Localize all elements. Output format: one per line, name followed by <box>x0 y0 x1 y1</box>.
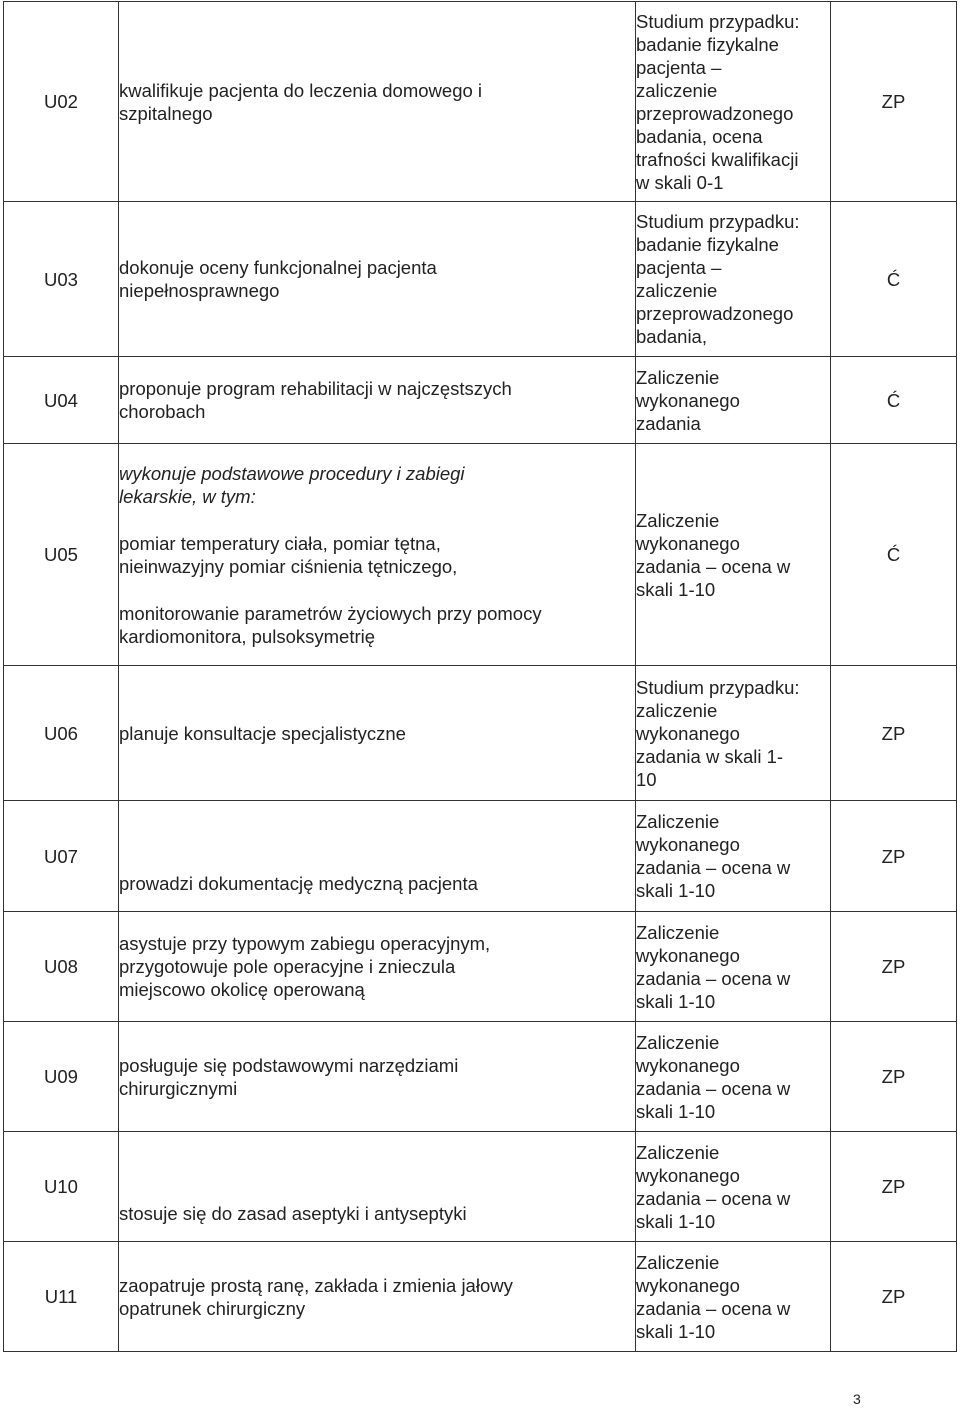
outcome-description: dokonuje oceny funkcjonalnej pacjenta niepełnosprawnego <box>119 202 636 357</box>
outcome-code: U10 <box>4 1132 119 1242</box>
verification-method: Studium przypadku: zaliczenie wykonanego zadania w skali 1- 10 <box>636 666 831 801</box>
description-intro: wykonuje podstawowe procedury i zabiegi lekarskie, w tym: <box>119 462 465 507</box>
outcome-description: prowadzi dokumentację medyczną pacjenta <box>119 801 636 912</box>
table-row <box>4 666 957 801</box>
outcome-code: U07 <box>4 801 119 912</box>
description-item: monitorowanie parametrów życiowych przy pomocy kardiomonitora, pulsoksymetrię <box>119 602 542 647</box>
outcome-code: U06 <box>4 666 119 801</box>
page-number: 3 <box>853 1391 861 1407</box>
learning-outcomes-table <box>3 1 957 1352</box>
verification-method: Studium przypadku: badanie fizykalne pacjenta – zaliczenie przeprowadzonego badania, ocena trafności kwalifikacji w skali 0-1 <box>636 2 831 202</box>
outcome-code: U02 <box>4 2 119 202</box>
table-row <box>4 912 957 1022</box>
outcome-description: stosuje się do zasad aseptyki i antyseptyki <box>119 1132 636 1242</box>
outcome-code: U08 <box>4 912 119 1022</box>
class-type: ZP <box>831 666 957 801</box>
table-row <box>4 2 957 202</box>
verification-method: Zaliczenie wykonanego zadania – ocena w skali 1-10 <box>636 801 831 912</box>
verification-method: Zaliczenie wykonanego zadania – ocena w skali 1-10 <box>636 912 831 1022</box>
outcome-description: posługuje się podstawowymi narzędziami chirurgicznymi <box>119 1022 636 1132</box>
table-row <box>4 357 957 444</box>
verification-method: Zaliczenie wykonanego zadania <box>636 357 831 444</box>
table-row <box>4 1132 957 1242</box>
class-type: Ć <box>831 357 957 444</box>
outcome-code: U04 <box>4 357 119 444</box>
outcome-description: planuje konsultacje specjalistyczne <box>119 666 636 801</box>
table-row <box>4 801 957 912</box>
description-item: pomiar temperatury ciała, pomiar tętna, nieinwazyjny pomiar ciśnienia tętniczego, <box>119 532 458 577</box>
class-type: Ć <box>831 444 957 666</box>
outcome-description: asystuje przy typowym zabiegu operacyjnym, przygotowuje pole operacyjne i znieczula miejscowo okolicę operowaną <box>119 912 636 1022</box>
table-row <box>4 1022 957 1132</box>
outcome-description: kwalifikuje pacjenta do leczenia domowego i szpitalnego <box>119 2 636 202</box>
outcome-code: U09 <box>4 1022 119 1132</box>
class-type: ZP <box>831 1132 957 1242</box>
class-type: ZP <box>831 1242 957 1352</box>
outcome-code: U11 <box>4 1242 119 1352</box>
class-type: ZP <box>831 2 957 202</box>
table-row <box>4 202 957 357</box>
table-row <box>4 1242 957 1352</box>
verification-method: Studium przypadku: badanie fizykalne pacjenta – zaliczenie przeprowadzonego badania, <box>636 202 831 357</box>
class-type: Ć <box>831 202 957 357</box>
verification-method: Zaliczenie wykonanego zadania – ocena w skali 1-10 <box>636 1022 831 1132</box>
table-row <box>4 444 957 666</box>
outcome-code: U03 <box>4 202 119 357</box>
class-type: ZP <box>831 801 957 912</box>
outcome-code: U05 <box>4 444 119 666</box>
class-type: ZP <box>831 1022 957 1132</box>
outcome-description: proponuje program rehabilitacji w najczęstszych chorobach <box>119 357 636 444</box>
verification-method: Zaliczenie wykonanego zadania – ocena w skali 1-10 <box>636 1132 831 1242</box>
verification-method: Zaliczenie wykonanego zadania – ocena w skali 1-10 <box>636 1242 831 1352</box>
verification-method: Zaliczenie wykonanego zadania – ocena w skali 1-10 <box>636 444 831 666</box>
class-type: ZP <box>831 912 957 1022</box>
outcome-description: zaopatruje prostą ranę, zakłada i zmienia jałowy opatrunek chirurgiczny <box>119 1242 636 1352</box>
outcome-description <box>119 444 636 666</box>
